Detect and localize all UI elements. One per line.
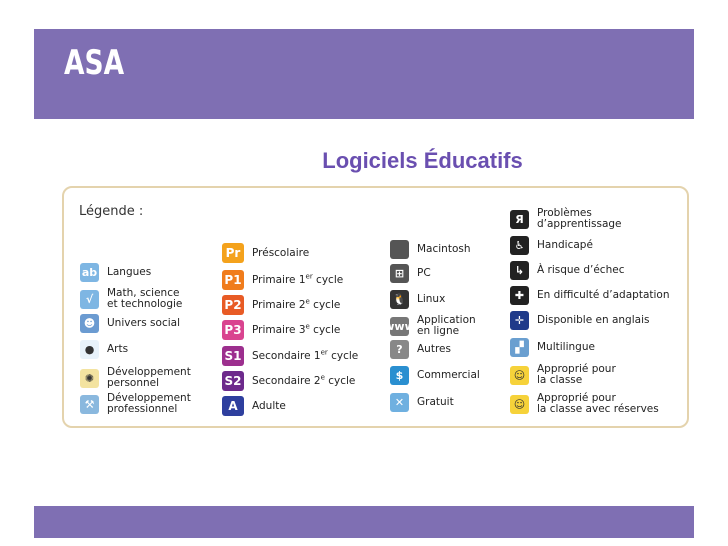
learning-problems-icon: Я xyxy=(510,210,529,229)
legend-item xyxy=(390,290,445,309)
legend-item xyxy=(510,338,595,357)
secondary1-icon: S1 xyxy=(222,346,244,366)
other-icon: ? xyxy=(390,340,409,359)
legend-item-label: Langues xyxy=(107,266,152,278)
legend-item xyxy=(80,393,191,415)
legend-item-label: Approprié pour la classe xyxy=(537,363,616,386)
preschool-icon: Pr xyxy=(222,243,244,263)
legend-item xyxy=(80,340,128,359)
social-icon: ☻ xyxy=(80,314,99,333)
english-flag-icon: ✛ xyxy=(510,311,529,330)
legend-item xyxy=(510,311,649,330)
legend-item-label: Handicapé xyxy=(537,239,593,251)
legend-item-label: En difficulté d’adaptation xyxy=(537,289,670,301)
legend-item-label: Gratuit xyxy=(417,396,454,408)
legend-item xyxy=(222,243,309,263)
legend-item xyxy=(80,367,191,389)
legend-item xyxy=(390,264,431,283)
linux-icon: 🐧 xyxy=(390,290,409,309)
legend-item-label: Primaire 3e cycle xyxy=(252,322,341,336)
legend-item-label: PC xyxy=(417,267,431,279)
legend-item-label: Linux xyxy=(417,293,446,305)
legend-item-label: Multilingue xyxy=(537,341,595,353)
legend-item xyxy=(222,270,343,290)
abc-icon: ab xyxy=(80,263,99,282)
legend-item xyxy=(80,314,180,333)
primary1-icon: P1 xyxy=(222,270,244,290)
arts-icon: ● xyxy=(80,340,99,359)
legend-item-label: Développement professionnel xyxy=(107,392,191,415)
legend-item xyxy=(384,314,476,337)
legend-item-label: Autres xyxy=(417,343,451,355)
legend-item-label: Primaire 1er cycle xyxy=(252,272,344,286)
legend-item xyxy=(390,240,471,259)
personal-dev-icon: ✺ xyxy=(80,369,99,388)
handicap-icon: ♿ xyxy=(510,236,529,255)
legend-item-label: Disponible en anglais xyxy=(537,314,650,326)
legend-item-label: Math, science et technologie xyxy=(107,287,183,310)
free-icon: ✕ xyxy=(390,393,409,412)
legend-item xyxy=(390,366,480,385)
legend-item-label: Primaire 2e cycle xyxy=(252,297,341,311)
class-appropriate-icon: ☺ xyxy=(510,366,529,385)
legend-item xyxy=(80,263,151,282)
asa-logo: ASA xyxy=(64,43,125,83)
legend-item-label: Macintosh xyxy=(417,243,471,255)
footer-bar xyxy=(34,506,694,538)
legend-item-label: À risque d’échec xyxy=(537,264,625,276)
legend-item-label: Arts xyxy=(107,343,129,355)
legend-item-label: Application en ligne xyxy=(417,314,476,337)
primary3-icon: P3 xyxy=(222,320,244,340)
legend-item xyxy=(510,236,593,255)
legend-item xyxy=(510,393,659,415)
legend-item xyxy=(510,261,624,280)
legend-item-label: Univers social xyxy=(107,317,180,329)
page-title: Logiciels Éducatifs xyxy=(322,148,523,173)
math-icon: √ xyxy=(80,290,99,309)
legend-item-label: Problèmes d’apprentissage xyxy=(537,207,622,230)
legend-item-label: Développement personnel xyxy=(107,366,191,389)
secondary2-icon: S2 xyxy=(222,371,244,391)
legend-item-label: Commercial xyxy=(417,369,480,381)
legend-item xyxy=(222,396,286,416)
legend-item xyxy=(222,346,358,366)
legend-item xyxy=(510,286,670,305)
commercial-icon: $ xyxy=(390,366,409,385)
adult-icon: A xyxy=(222,396,244,416)
class-reserved-icon: ☺ xyxy=(510,395,529,414)
legend-item-label: Approprié pour la classe avec réserves xyxy=(537,392,659,415)
header-bar xyxy=(34,29,694,119)
legend-item xyxy=(510,364,616,386)
legend-title: Légende : xyxy=(79,204,144,219)
legend-item xyxy=(390,340,451,359)
legend-item-label: Secondaire 2e cycle xyxy=(252,373,356,387)
adaptation-icon: ✚ xyxy=(510,286,529,305)
pc-icon: ⊞ xyxy=(390,264,409,283)
multilingual-icon: ▞ xyxy=(510,338,529,357)
legend-item xyxy=(222,371,355,391)
online-app-icon: www xyxy=(390,317,409,336)
at-risk-icon: ↳ xyxy=(510,261,529,280)
professional-dev-icon: ⚒ xyxy=(80,395,99,414)
legend-item xyxy=(80,288,182,310)
primary2-icon: P2 xyxy=(222,295,244,315)
legend-item xyxy=(510,208,622,230)
legend-item-label: Secondaire 1er cycle xyxy=(252,348,359,362)
legend-item xyxy=(222,295,340,315)
legend-item-label: Préscolaire xyxy=(252,246,310,259)
macintosh-icon xyxy=(390,240,409,259)
legend-item xyxy=(390,393,454,412)
legend-item-label: Adulte xyxy=(252,399,286,412)
legend-item xyxy=(222,320,340,340)
